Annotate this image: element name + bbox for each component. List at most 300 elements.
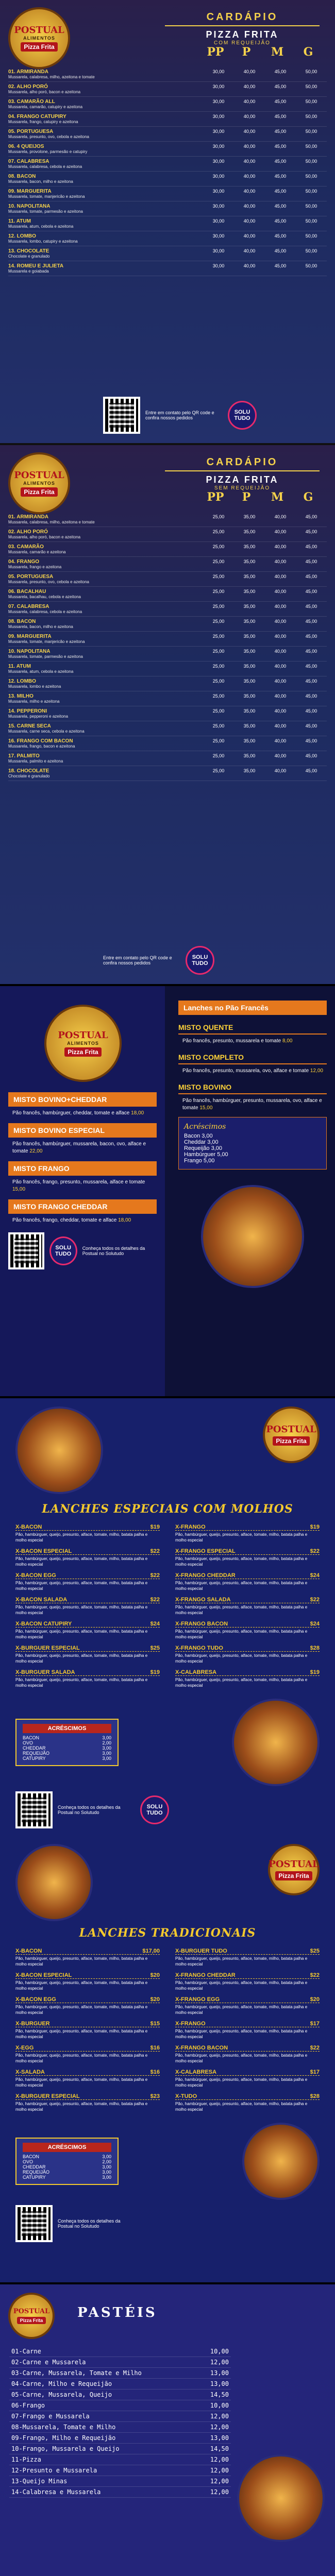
lanche-desc: Pão, hambúrguer, queijo, presunto, alface, tomate, milho, batata palha e molho especial	[15, 1956, 148, 1967]
lanche-name: X-BACON EGG	[15, 1572, 56, 1579]
lanche-item	[15, 1972, 160, 1991]
size-label: P	[242, 45, 251, 59]
lanche-price: $22	[150, 1597, 160, 1603]
tradicionais-right	[175, 1948, 320, 2117]
lanche-desc: Pão, hambúrguer, queijo, presunto, alface, tomate, milho, batata palha e molho especial	[15, 1532, 148, 1543]
pastel-name: 02-Carne e Mussarela	[11, 2359, 86, 2366]
menu-item-price: 45,00	[305, 619, 317, 624]
cardapio-sem-requeijao	[0, 443, 335, 984]
menu-item-price: 30,00	[212, 114, 225, 119]
menu-item-ingredients: Mussarela, alho poró, bacon e azeitona	[8, 90, 81, 94]
menu-item-price: 40,00	[243, 218, 256, 224]
menu-item-price: 35,00	[243, 723, 256, 728]
tradicionais-left	[15, 1948, 160, 2117]
menu-row	[8, 647, 327, 662]
acrescimo-row: CATUPIRY 3,00	[23, 1756, 111, 1761]
menu-item-price: 35,00	[243, 604, 256, 609]
lanche-desc: Pão, hambúrguer, queijo, presunto, alface, tomate, milho, batata palha e molho especial	[15, 1556, 148, 1567]
menu-item-price: 40,00	[243, 129, 256, 134]
menu-item-price: 50,00	[305, 263, 317, 268]
lanche-item	[175, 2069, 320, 2088]
pastel-price: 13,00	[210, 2380, 229, 2387]
lanche-name: X-FRANGO CHEDDAR	[175, 1972, 236, 1978]
menu-item-name: 04. FRANGO	[8, 559, 40, 565]
lanche-item	[175, 1572, 320, 1591]
lanche-desc: Pão, hambúrguer, queijo, presunto, alface, tomate, milho, batata palha e molho especial	[15, 2053, 148, 2063]
especiais-left	[15, 1524, 160, 1693]
menu-item-ingredients: Mussarela, bacalhau, cebola e azeitona	[8, 595, 81, 599]
menu-row	[8, 97, 327, 112]
size-label: PP	[207, 45, 224, 59]
pastel-row	[9, 2368, 231, 2379]
lanche-desc: Pão, hambúrguer, queijo, presunto, alface, tomate, milho, batata palha e molho especial	[175, 1532, 308, 1543]
menu-item-ingredients: Mussarela, frango, bacon e azeitona	[8, 744, 75, 749]
acrescimo-row: OVO 2,00	[23, 1740, 111, 1745]
menu-row	[8, 587, 327, 602]
menu-item-price: 40,00	[243, 84, 256, 89]
menu-item-price: 40,00	[274, 649, 287, 654]
burger-photo	[232, 1699, 320, 1786]
menu-item-ingredients: Mussarela, camarão e azeitona	[8, 550, 66, 554]
acrescimo-row: REQUEIJÃO 3,00	[23, 1751, 111, 1756]
menu-item-ingredients: Mussarela, provolone, parmesão e catupiry	[8, 149, 88, 154]
lanche-price: $28	[310, 1645, 320, 1651]
lanche-item	[15, 1621, 160, 1640]
lanche-name: X-FRANGO BACON	[175, 2045, 228, 2051]
menu-item-ingredients: Chocolate e granulado	[8, 254, 50, 259]
lanche-item	[175, 2021, 320, 2040]
lanche-price: $22	[150, 1572, 160, 1579]
lanche-item	[175, 1621, 320, 1640]
pastel-row	[9, 2411, 231, 2422]
menu-item-price: 40,00	[243, 144, 256, 149]
lanche-desc: Pão, hambúrguer, queijo, presunto, alface, tomate, milho, batata palha e molho especial	[175, 2053, 308, 2063]
menu-item-price: 30,00	[212, 248, 225, 253]
lanche-name: X-BURGUER TUDO	[175, 1948, 227, 1954]
lanche-name: X-TUDO	[175, 2093, 197, 2099]
lanche-desc: Pão, hambúrguer, queijo, presunto, alface, tomate, milho, batata palha e molho especial	[175, 2102, 308, 2112]
menu-item-price: 40,00	[243, 174, 256, 179]
menu-item-name: 10. NAPOLITANA	[8, 204, 51, 209]
menu-item-name: 03. CAMARÃO	[8, 544, 44, 550]
menu-item-name: 14. PEPPERONI	[8, 708, 47, 714]
lanche-price: $22	[150, 1548, 160, 1554]
menu-row	[8, 127, 327, 142]
lanche-name: X-BACON CATUPIRY	[15, 1621, 72, 1627]
menu-item-price: 45,00	[274, 99, 287, 104]
menu-item-price: 50,00	[305, 99, 317, 104]
lanche-price: $19	[310, 1669, 320, 1675]
pastel-price: 12,00	[210, 2424, 229, 2431]
pastel-name: 03-Carne, Mussarela, Tomate e Milho	[11, 2369, 142, 2377]
menu-item-price: 50,00	[305, 218, 317, 224]
menu-item-price: 40,00	[274, 708, 287, 714]
menu-item-price: 25,00	[212, 753, 225, 758]
acrescimo-row: REQUEIJÃO 3,00	[23, 2170, 111, 2175]
menu-item-price: 45,00	[274, 189, 287, 194]
menu-item-price: 40,00	[274, 693, 287, 699]
lanche-desc: Pão, hambúrguer, queijo, presunto, alface, tomate, milho, batata palha e molho especial	[15, 2102, 148, 2112]
lanche-desc: Pão, hambúrguer, queijo, presunto, alface, tomate, milho, batata palha e molho especial	[15, 2077, 148, 2088]
lanche-name: X-SALADA	[15, 2069, 45, 2075]
menu-item-price: 30,00	[212, 189, 225, 194]
menu-item-price: 40,00	[243, 248, 256, 253]
menu-row	[8, 766, 327, 781]
item-title: MISTO BOVINO+CHEDDAR	[8, 1092, 157, 1107]
size-columns: PP P M G	[207, 490, 313, 504]
menu-item-name: 14. ROMEU E JULIETA	[8, 263, 64, 269]
qr-footer: Conheça todos os detalhes da Postual no Solutudo	[0, 2205, 335, 2242]
menu-item-price: 25,00	[212, 514, 225, 519]
lanche-item	[175, 1669, 320, 1688]
qr-footer	[103, 397, 257, 434]
burger-photo	[242, 2123, 320, 2200]
menu-row	[8, 751, 327, 766]
menu-item-ingredients: Mussarela, calabresa, milho, azeitona e tomate	[8, 75, 95, 79]
menu-item-price: 40,00	[243, 159, 256, 164]
lanche-name: X-BACON ESPECIAL	[15, 1548, 72, 1554]
acrescimos-box: ACRÉSCIMOS BACON 3,00 OVO 2,00 CHEDDAR 3,00 REQUEIJÃO 3,00 CATUPIRY 3,00	[15, 2138, 119, 2185]
menu-item-price: 45,00	[274, 144, 287, 149]
menu-item-name: 11. ATUM	[8, 218, 31, 224]
brand-name: POSTUAL	[14, 25, 64, 36]
brand-logo: POSTUAL Pizza Frita	[8, 2293, 55, 2339]
menu-item-price: 40,00	[274, 679, 287, 684]
lanche-price: $23	[150, 2093, 160, 2099]
lanche-item	[15, 1597, 160, 1616]
lanche-desc: Pão, hambúrguer, queijo, presunto, alface, tomate, milho, batata palha e molho especial	[175, 2005, 308, 2015]
lanche-name: X-FRANGO	[175, 2021, 206, 2027]
brand-logo: POSTUAL ALIMENTOS Pizza Frita	[44, 1005, 122, 1082]
menu-item-ingredients: Mussarela, pepperoni e azeitona	[8, 714, 69, 719]
menu-item-ingredients: Mussarela, bacon, milho e azeitona	[8, 179, 73, 184]
menu-row	[8, 632, 327, 647]
menu-item-name: 10. NAPOLITANA	[8, 649, 51, 654]
menu-item-price: 50,00	[305, 174, 317, 179]
lanche-price: $22	[310, 1972, 320, 1978]
lanche-item	[15, 1572, 160, 1591]
pastel-row	[9, 2476, 231, 2487]
menu-item-price: 45,00	[305, 723, 317, 728]
pastel-price: 12,00	[210, 2456, 229, 2463]
menu-item-price: 45,00	[305, 574, 317, 579]
menu-item-name: 15. CARNE SECA	[8, 723, 51, 729]
menu-item-ingredients: Mussarela, frango e azeitona	[8, 565, 62, 569]
item-title: MISTO BOVINO	[178, 1083, 327, 1094]
menu-item-price: 30,00	[212, 84, 225, 89]
menu-item-price: 40,00	[243, 189, 256, 194]
lanche-name: X-FRANGO TUDO	[175, 1645, 223, 1651]
pastel-row	[9, 2357, 231, 2368]
menu-item-price: 40,00	[243, 233, 256, 239]
menu-item-price: 50,00	[305, 129, 317, 134]
menu-item-ingredients: Mussarela, tomate, manjericão e azeitona	[8, 194, 85, 199]
size-label: M	[271, 45, 284, 59]
menu-item-ingredients: Mussarela, calabresa, milho, azeitona e tomate	[8, 520, 95, 524]
menu-item-price: 40,00	[274, 664, 287, 669]
size-label: G	[303, 45, 313, 59]
menu-row	[8, 706, 327, 721]
menu-item-ingredients: Mussarela, camarão, catupiry e azeitona	[8, 105, 83, 109]
menu-item-price: 30,00	[212, 204, 225, 209]
menu-item-name: 17. PALMITO	[8, 753, 40, 759]
menu-item-price: 35,00	[243, 693, 256, 699]
lanches-left-panel	[0, 986, 165, 1396]
lanche-desc: Pão, hambúrguer, queijo, presunto, alface, tomate, milho, batata palha e molho especial	[175, 1629, 308, 1639]
menu-item-price: 50,00	[305, 114, 317, 119]
menu-item-price: 50,00	[305, 189, 317, 194]
lanche-price: $24	[150, 1621, 160, 1627]
menu-item-price: 45,00	[305, 529, 317, 534]
acrescimo-row: CHEDDAR 3,00	[23, 1745, 111, 1751]
menu-item-price: 50,00	[305, 204, 317, 209]
lanche-price: $24	[310, 1572, 320, 1579]
pastel-name: 09-Frango, Milho e Requeijão	[11, 2434, 116, 2442]
lanche-desc: Pão, hambúrguer, queijo, presunto, alface, tomate, milho, batata palha e molho especial	[15, 2005, 148, 2015]
lanche-name: X-FRANGO EGG	[175, 1996, 220, 2003]
lanche-item	[15, 1524, 160, 1543]
menu-item-ingredients: Chocolate e granulado	[8, 774, 50, 778]
item-title: MISTO BOVINO ESPECIAL	[8, 1123, 157, 1138]
lanche-name: X-BURGUER	[15, 2021, 50, 2027]
pastel-name: 07-Frango e Mussarela	[11, 2413, 90, 2420]
menu-row	[8, 662, 327, 676]
menu-item-price: 25,00	[212, 768, 225, 773]
qr-code-icon[interactable]	[103, 397, 140, 434]
menu-item-price: 35,00	[243, 574, 256, 579]
lanche-desc: Pão, hambúrguer, queijo, presunto, alface, tomate, milho, batata palha e molho especial	[15, 2029, 148, 2039]
menu-item-price: 45,00	[274, 69, 287, 74]
qr-code-icon[interactable]	[15, 1791, 53, 1828]
menu-item-name: 13. MILHO	[8, 693, 34, 699]
lanche-item	[15, 1645, 160, 1664]
menu-item-price: 40,00	[274, 619, 287, 624]
menu-item-name: 06. BACALHAU	[8, 589, 46, 595]
lanche-item	[15, 2069, 160, 2088]
menu-row	[8, 67, 327, 82]
acrescimos-box: Acréscimos Bacon 3,00 Cheddar 3,00 Requeijão 3,00 Hambúrguer 5,00 Frango 5,00	[178, 1117, 327, 1170]
menu-item-price: 35,00	[243, 708, 256, 714]
menu-item-ingredients: Mussarela, atum, cebola e azeitona	[8, 224, 74, 229]
acrescimo-row: BACON 3,00	[23, 2154, 111, 2159]
menu-item-ingredients: Mussarela, carne seca, cebola e azeitona	[8, 729, 85, 734]
brand-logo: POSTUAL ALIMENTOS Pizza Frita	[8, 452, 70, 514]
item-title: MISTO QUENTE	[178, 1023, 327, 1035]
lanche-item	[15, 2021, 160, 2040]
lanche-desc: Pão, hambúrguer, queijo, presunto, alface, tomate, milho, batata palha e molho especial	[15, 1605, 148, 1615]
pastel-price: 10,00	[210, 2402, 229, 2409]
menu-item-ingredients: Mussarela, tomate, parmesão e azeitona	[8, 654, 83, 659]
menu-item-name: 11. ATUM	[8, 664, 31, 669]
menu-item-price: 30,00	[212, 129, 225, 134]
item-desc: Pão francês, hambúrguer, cheddar, tomate e alface 18,00	[12, 1110, 144, 1116]
menu-item-price: 45,00	[305, 753, 317, 758]
brand-logo: POSTUAL Pizza Frita	[268, 1844, 320, 1895]
acrescimo-row: BACON 3,00	[23, 1735, 111, 1740]
menu-item-price: 50,00	[305, 144, 317, 149]
menu-row	[8, 246, 327, 261]
menu-item-price: 35,00	[243, 634, 256, 639]
menu-item-price: 45,00	[274, 84, 287, 89]
lanche-name: X-FRANGO	[175, 1524, 206, 1530]
lanche-item	[175, 1645, 320, 1664]
pasteis-section	[0, 2282, 335, 2576]
size-columns	[200, 45, 324, 59]
menu-item-price: 40,00	[274, 529, 287, 534]
menu-item-price: 25,00	[212, 738, 225, 743]
menu-item-price: 25,00	[212, 634, 225, 639]
menu-item-price: 40,00	[274, 723, 287, 728]
solutudo-logo[interactable]: SOLU TUDO	[186, 946, 214, 975]
menu-item-name: 08. BACON	[8, 174, 36, 179]
lanche-price: $16	[150, 2069, 160, 2075]
lanche-desc: Pão, hambúrguer, queijo, presunto, alface, tomate, milho, batata palha e molho especial	[175, 2029, 308, 2039]
menu-item-price: 35,00	[243, 649, 256, 654]
menu-row	[8, 542, 327, 557]
menu-item-price: 45,00	[305, 649, 317, 654]
menu-row	[8, 527, 327, 542]
lanche-desc: Pão, hambúrguer, queijo, presunto, alface, tomate, milho, batata palha e molho especial	[175, 1980, 308, 1991]
lanche-price: $25	[310, 1948, 320, 1954]
lanche-item	[15, 1996, 160, 2015]
menu-item-name: 07. CALABRESA	[8, 604, 49, 609]
qr-footer: Entre em contato pelo QR code e confira nossos pedidos SOLU TUDO	[103, 946, 214, 975]
menu-item-name: 04. FRANGO CATUPIRY	[8, 114, 66, 120]
menu-item-price: 45,00	[274, 174, 287, 179]
menu-item-price: 30,00	[212, 99, 225, 104]
menu-row	[8, 216, 327, 231]
menu-table	[8, 67, 327, 276]
lanche-desc: Pão, hambúrguer, queijo, presunto, alface, tomate, milho, batata palha e molho especial	[175, 1556, 308, 1567]
menu-row	[8, 201, 327, 216]
lanche-price: $25	[150, 1645, 160, 1651]
brand-tag: Pizza Frita	[21, 42, 57, 52]
menu-row	[8, 157, 327, 172]
lanche-item	[15, 1548, 160, 1567]
menu-item-price: 30,00	[212, 233, 225, 239]
menu-item-price: 35,00	[243, 589, 256, 594]
brand-sub: ALIMENTOS	[23, 36, 55, 41]
menu-item-name: 02. ALHO PORÓ	[8, 84, 48, 90]
item-desc: Pão francês, frango, presunto, mussarela, alface e tomate 15,00	[12, 1179, 145, 1192]
menu-item-ingredients: Mussarela, tomate, manjericão e azeitona	[8, 639, 85, 644]
pastel-row	[9, 2433, 231, 2444]
menu-item-price: 25,00	[212, 708, 225, 714]
tradicionais-title: LANCHES TRADICIONAIS	[79, 1926, 256, 1940]
menu-item-price: 25,00	[212, 679, 225, 684]
menu-item-price: 40,00	[274, 589, 287, 594]
menu-item-name: 18. CHOCOLATE	[8, 768, 49, 774]
menu-item-name: 09. MARGUERITA	[8, 634, 52, 639]
pastel-price: 14,50	[210, 2445, 229, 2452]
menu-item-price: 30,00	[212, 144, 225, 149]
lanche-item	[175, 1524, 320, 1543]
pastel-name: 08-Mussarela, Tomate e Milho	[11, 2424, 116, 2431]
pastel-row	[9, 2454, 231, 2465]
lanche-desc: Pão, hambúrguer, queijo, presunto, alface, tomate, milho, batata palha e molho especial	[175, 1653, 308, 1664]
menu-item-name: 03. CAMARÃO ALL	[8, 99, 55, 105]
brand-logo	[8, 7, 70, 69]
menu-item-price: 50,00	[305, 233, 317, 239]
menu-row	[8, 691, 327, 706]
acrescimo-row: CHEDDAR 3,00	[23, 2164, 111, 2170]
menu-table	[8, 512, 327, 781]
menu-item-price: 35,00	[243, 679, 256, 684]
menu-item-ingredients: Mussarela, lombo, catupiry e azeitona	[8, 239, 78, 244]
menu-item-price: 35,00	[243, 619, 256, 624]
lanche-item	[175, 1972, 320, 1991]
menu-item-name: 05. PORTUGUESA	[8, 129, 54, 134]
item-title: MISTO FRANGO CHEDDAR	[8, 1199, 157, 1214]
lanche-price: $24	[310, 1621, 320, 1627]
lanche-item	[175, 1996, 320, 2015]
menu-item-ingredients: Mussarela, bacon, milho e azeitona	[8, 624, 73, 629]
menu-item-price: 30,00	[212, 159, 225, 164]
menu-item-price: 40,00	[243, 263, 256, 268]
solutudo-logo[interactable]: SOLU TUDO	[140, 1795, 169, 1824]
menu-item-price: 40,00	[243, 204, 256, 209]
menu-item-ingredients: Mussarela, milho e azeitona	[8, 699, 60, 704]
lanche-price: $17,00	[142, 1948, 160, 1954]
menu-item-name: 06. 4 QUEIJOS	[8, 144, 44, 149]
lanche-desc: Pão, hambúrguer, queijo, presunto, alface, tomate, milho, batata palha e molho especial	[15, 1653, 148, 1664]
menu-item-price: 25,00	[212, 604, 225, 609]
lanche-desc: Pão, hambúrguer, queijo, presunto, alface, tomate, milho, batata palha e molho especial	[175, 1605, 308, 1615]
solutudo-logo[interactable]: SOLU TUDO	[228, 401, 257, 430]
menu-item-price: 45,00	[305, 514, 317, 519]
lanche-name: X-BACON SALADA	[15, 1597, 68, 1603]
menu-item-price: 45,00	[305, 559, 317, 564]
menu-item-price: 45,00	[305, 664, 317, 669]
lanche-price: $19	[150, 1524, 160, 1530]
pastel-price: 12,00	[210, 2413, 229, 2420]
menu-row	[8, 721, 327, 736]
burger-photo	[15, 1844, 93, 1921]
menu-item-price: 35,00	[243, 768, 256, 773]
lanche-name: X-BACON ESPECIAL	[15, 1972, 72, 1978]
pastel-row	[9, 2444, 231, 2454]
pastel-price: 13,00	[210, 2369, 229, 2377]
qr-code-icon[interactable]	[8, 1232, 44, 1269]
pastel-price: 10,00	[210, 2348, 229, 2355]
menu-item-name: 16. FRANGO COM BACON	[8, 738, 73, 744]
menu-item-price: 35,00	[243, 738, 256, 743]
menu-item-price: 25,00	[212, 619, 225, 624]
pastel-name: 11-Pizza	[11, 2456, 41, 2463]
lanche-name: X-BACON	[15, 1948, 42, 1954]
cardapio-subtitle: PIZZA FRITA	[206, 29, 279, 40]
item-title: MISTO COMPLETO	[178, 1053, 327, 1064]
qr-code-icon[interactable]	[15, 2205, 53, 2242]
menu-item-price: 45,00	[274, 218, 287, 224]
lanches-especiais	[0, 1396, 335, 2282]
menu-item-price: 45,00	[305, 768, 317, 773]
lanche-price: $20	[310, 1996, 320, 2003]
menu-item-ingredients: Mussarela, palmito e azeitona	[8, 759, 63, 764]
menu-item-price: 45,00	[274, 129, 287, 134]
pastel-photo	[237, 2454, 325, 2542]
lanche-name: X-EGG	[15, 2045, 34, 2051]
solutudo-logo[interactable]: SOLU TUDO	[49, 1236, 77, 1265]
lanche-name: X-FRANGO ESPECIAL	[175, 1548, 236, 1554]
menu-item-price: 30,00	[212, 174, 225, 179]
menu-item-ingredients: Mussarela, presunto, ovo, cebola e azeitona	[8, 580, 89, 584]
menu-item-price: 45,00	[274, 114, 287, 119]
pastel-row	[9, 2422, 231, 2433]
lanche-item	[15, 2093, 160, 2112]
especiais-title: LANCHES ESPECIAIS COM MOLHOS	[42, 1502, 293, 1516]
menu-item-price: 25,00	[212, 559, 225, 564]
